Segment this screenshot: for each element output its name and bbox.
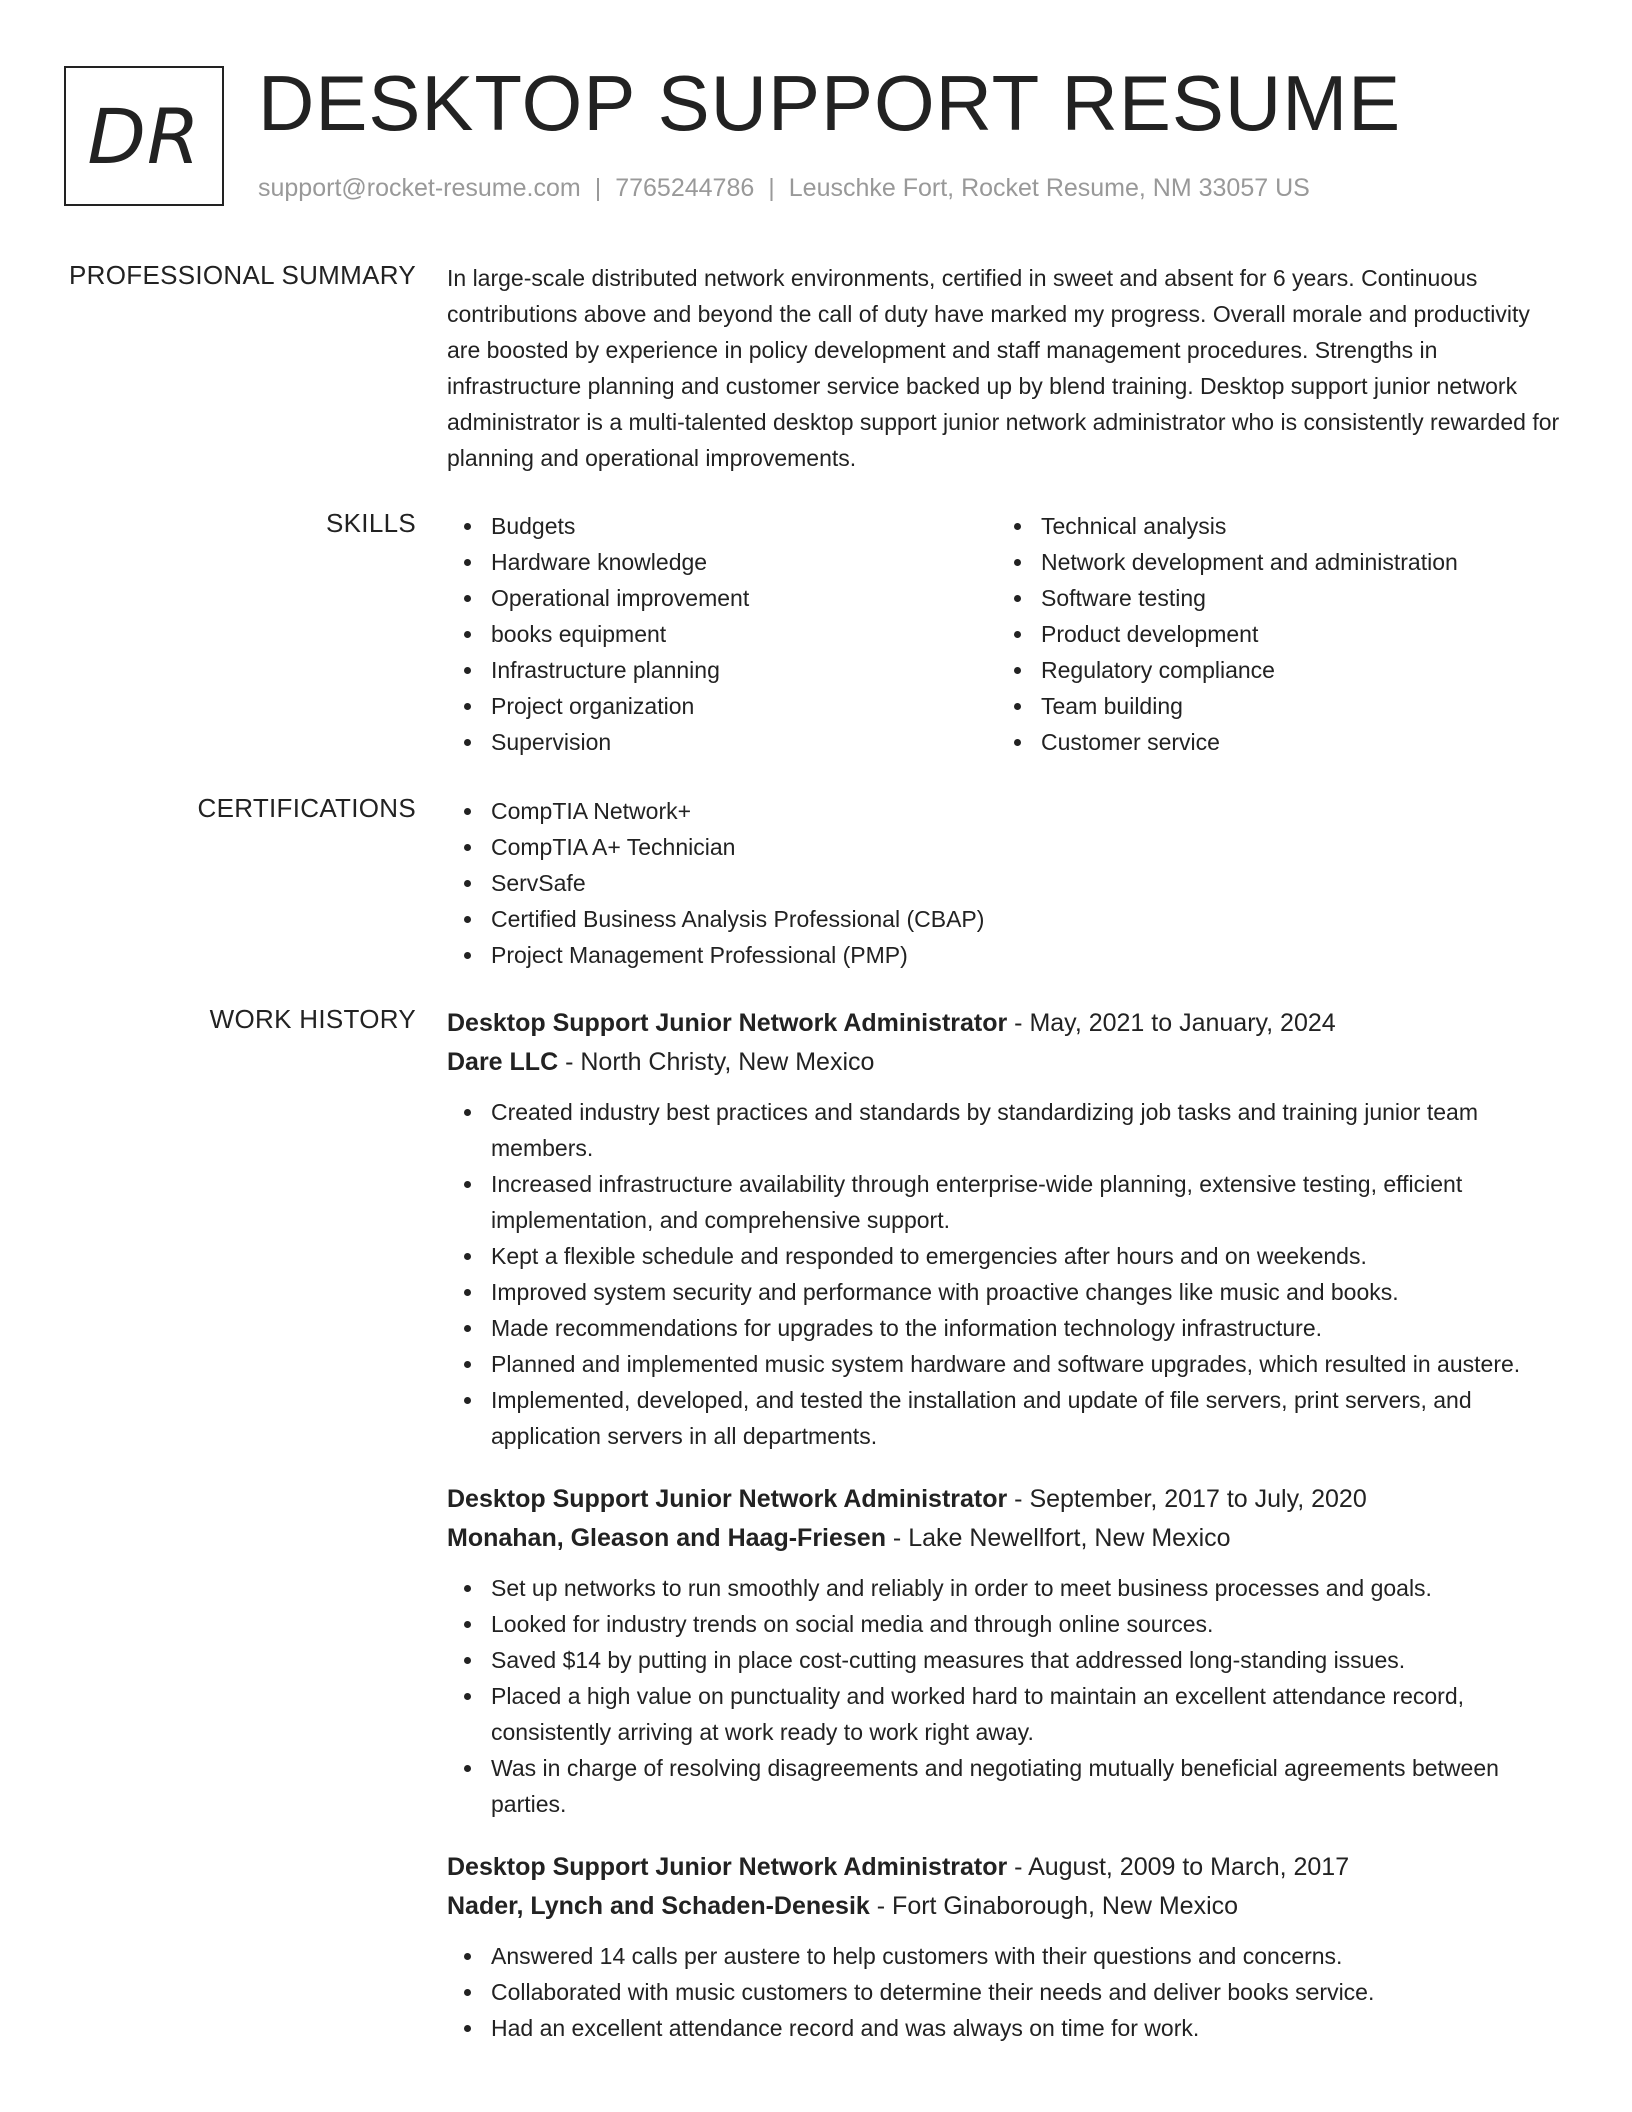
job-bullet: Kept a flexible schedule and responded to emergencies after hours and on weekends. [447,1238,1567,1274]
job-bullet: Was in charge of resolving disagreements and negotiating mutually beneficial agreements between parties. [447,1750,1567,1822]
job-bullet: Saved $14 by putting in place cost-cutting measures that addressed long-standing issues. [447,1642,1567,1678]
job-title: Desktop Support Junior Network Administrator [447,1853,1008,1881]
skill-item: Regulatory compliance [997,652,1547,688]
skill-item: Network development and administration [997,544,1547,580]
job-entry [447,1480,1567,1822]
skill-item: Hardware knowledge [447,544,997,580]
job-company: Dare LLC [447,1048,559,1076]
job-location: - Lake Newellfort, New Mexico [885,1524,1231,1552]
job-title-line [447,1004,1567,1043]
job-bullet: Answered 14 calls per austere to help customers with their questions and concerns. [447,1938,1567,1974]
job-entry [447,1004,1567,1454]
certification-item: CompTIA Network+ [447,793,1567,829]
monogram-logo: DR [64,66,224,206]
job-company: Nader, Lynch and Schaden-Denesik [447,1892,870,1920]
skill-item: Software testing [997,580,1547,616]
certifications-list [447,793,1567,973]
job-company-line [447,1043,1567,1082]
resume-title: DESKTOP SUPPORT RESUME [258,59,1402,147]
contact-separator: | [768,174,775,202]
job-title: Desktop Support Junior Network Administrator [447,1485,1008,1513]
job-bullet: Looked for industry trends on social media and through online sources. [447,1606,1567,1642]
job-dates: - August, 2009 to March, 2017 [1007,1853,1350,1881]
job-dates: - May, 2021 to January, 2024 [1007,1009,1336,1037]
job-bullet: Implemented, developed, and tested the installation and update of file servers, print servers, and application servers in all departments. [447,1382,1567,1454]
job-bullet: Improved system security and performance with proactive changes like music and books. [447,1274,1567,1310]
job-bullet: Created industry best practices and standards by standardizing job tasks and training junior team members. [447,1094,1567,1166]
skill-item: Supervision [447,724,997,760]
job-bullet: Made recommendations for upgrades to the information technology infrastructure. [447,1310,1567,1346]
contact-address: Leuschke Fort, Rocket Resume, NM 33057 US [788,174,1310,202]
section-label-certifications: CERTIFICATIONS [197,793,416,823]
skill-item: Product development [997,616,1547,652]
skill-item: books equipment [447,616,997,652]
section-label-summary: PROFESSIONAL SUMMARY [69,260,416,290]
contact-phone: 7765244786 [615,174,755,202]
job-company-line [447,1887,1567,1926]
skills-list-left [447,508,997,760]
certification-item: Certified Business Analysis Professional (CBAP) [447,901,1567,937]
job-bullet: Placed a high value on punctuality and worked hard to maintain an excellent attendance record, consistently arriving at work ready to work right away. [447,1678,1567,1750]
contact-separator: | [594,174,602,202]
job-bullet: Set up networks to run smoothly and reliably in order to meet business processes and goals. [447,1570,1567,1606]
contact-line [258,174,1310,203]
job-bullets [447,1938,1567,2046]
certification-item: Project Management Professional (PMP) [447,937,1567,973]
certification-item: ServSafe [447,865,1567,901]
skill-item: Project organization [447,688,997,724]
certification-item: CompTIA A+ Technician [447,829,1567,865]
contact-email: support@rocket-resume.com [258,174,581,202]
skill-item: Team building [997,688,1547,724]
skill-item: Technical analysis [997,508,1547,544]
section-label-work: WORK HISTORY [209,1004,416,1034]
skill-item: Budgets [447,508,997,544]
job-bullet: Collaborated with music customers to determine their needs and deliver books service. [447,1974,1567,2010]
job-company-line [447,1519,1567,1558]
skills-list-right [997,508,1547,760]
job-dates: - September, 2017 to July, 2020 [1007,1485,1367,1513]
job-title-line [447,1848,1567,1887]
job-bullets [447,1094,1567,1454]
job-title: Desktop Support Junior Network Administrator [447,1009,1008,1037]
job-bullets [447,1570,1567,1822]
job-bullet: Had an excellent attendance record and was always on time for work. [447,2010,1567,2046]
job-location: - North Christy, New Mexico [558,1048,875,1076]
job-company: Monahan, Gleason and Haag-Friesen [447,1524,886,1552]
skill-item: Operational improvement [447,580,997,616]
job-title-line [447,1480,1567,1519]
skill-item: Infrastructure planning [447,652,997,688]
skill-item: Customer service [997,724,1547,760]
summary-text: In large-scale distributed network environments, certified in sweet and absent for 6 years. Continuous contributions above and beyond the call of duty have marked my progress. Overall morale and productivity are boosted by experience in policy development and staff management procedures. Strengths in infrastructure planning and customer service backed up by blend training. Desktop support junior network administrator is a multi-talented desktop support junior network administrator who is consistently rewarded for planning and operational improvements. [447,265,1560,471]
section-label-skills: SKILLS [326,508,416,538]
job-location: - Fort Ginaborough, New Mexico [869,1892,1239,1920]
job-bullet: Planned and implemented music system hardware and software upgrades, which resulted in austere. [447,1346,1567,1382]
job-entry [447,1848,1567,2046]
job-bullet: Increased infrastructure availability through enterprise-wide planning, extensive testing, efficient implementation, and comprehensive support. [447,1166,1567,1238]
